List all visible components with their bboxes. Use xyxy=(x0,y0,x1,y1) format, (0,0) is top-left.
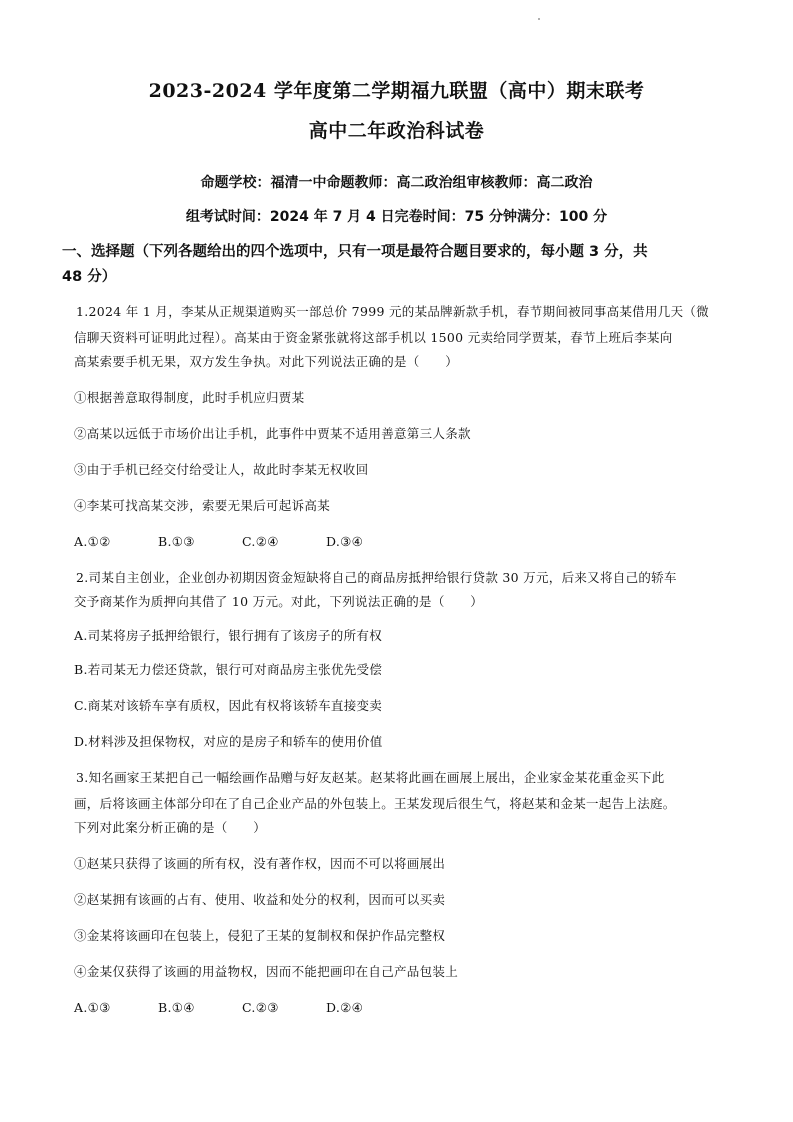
question-1-stem-line: 高某索要手机无果，双方发生争执。对此下列说法正确的是（ ） xyxy=(74,354,459,369)
question-1-option: ④李某可找高某交涉，索要无果后可起诉高某 xyxy=(74,498,331,513)
question-3-option: ①赵某只获得了该画的所有权，没有著作权，因而不可以将画展出 xyxy=(74,856,446,871)
exam-title: 2023-2024 学年度第二学期福九联盟（高中）期末联考 xyxy=(148,80,645,102)
question-1-option: ①根据善意取得制度，此时手机应归贾某 xyxy=(74,390,305,405)
question-3-stem-line: 3.知名画家王某把自己一幅绘画作品赠与好友赵某。赵某将此画在画展上展出，企业家金某花重金买下此 xyxy=(76,770,665,785)
question-3-answers xyxy=(74,1000,410,1016)
answer-choice: C.②③ xyxy=(242,1000,279,1015)
section-heading-line: 48 分） xyxy=(62,269,117,285)
answer-choice: B.①③ xyxy=(158,534,195,549)
section-heading xyxy=(62,240,732,290)
question-2-option: D.材料涉及担保物权，对应的是房子和轿车的使用价值 xyxy=(74,734,383,749)
question-1-stem-line: 1.2024 年 1 月，李某从正规渠道购买一部总价 7999 元的某品牌新款手机，春节期间被同事高某借用几天（微 xyxy=(76,304,709,319)
exam-subtitle: 高中二年政治科试卷 xyxy=(308,120,485,142)
question-3-stem-line: 下列对此案分析正确的是（ ） xyxy=(74,820,267,835)
answer-choice: A.①② xyxy=(74,534,111,549)
question-2-option: A.司某将房子抵押给银行，银行拥有了该房子的所有权 xyxy=(74,628,383,643)
question-1-stem-line: 信聊天资料可证明此过程）。高某由于资金紧张就将这部手机以 1500 元卖给同学贾某，春节上班后李某向 xyxy=(74,330,673,345)
question-2-option: C.商某对该轿车享有质权，因此有权将该轿车直接变卖 xyxy=(74,698,383,713)
answer-choice: C.②④ xyxy=(242,534,279,549)
question-3-stem-line: 画，后将该画主体部分印在了自己企业产品的外包装上。王某发现后很生气，将赵某和金某一起告上法庭。 xyxy=(74,796,676,811)
exam-authors: 命题学校：福清一中命题教师：高二政治组审核教师：高二政治 xyxy=(200,175,593,191)
answer-choice: B.①④ xyxy=(158,1000,195,1015)
question-3-option: ④金某仅获得了该画的用益物权，因而不能把画印在自己产品包装上 xyxy=(74,964,459,979)
section-heading-line: 一、选择题（下列各题给出的四个选项中，只有一项是最符合题目要求的，每小题 3 分，共 xyxy=(62,244,648,260)
question-2-option: B.若司某无力偿还贷款，银行可对商品房主张优先受偿 xyxy=(74,662,383,677)
question-1-option: ②高某以远低于市场价出让手机，此事件中贾某不适用善意第三人条款 xyxy=(74,426,471,441)
scan-speck xyxy=(538,18,540,20)
question-2-stem-line: 2.司某自主创业，企业创办初期因资金短缺将自己的商品房抵押给银行贷款 30 万元，后来又将自己的轿车 xyxy=(76,570,677,585)
answer-choice: A.①③ xyxy=(74,1000,111,1015)
question-1-answers xyxy=(74,534,410,550)
exam-timing: 组考试时间：2024 年 7 月 4 日完卷时间：75 分钟满分：100 分 xyxy=(185,209,608,225)
question-2-stem-line: 交予商某作为质押向其借了 10 万元。对此，下列说法正确的是（ ） xyxy=(74,594,484,609)
answer-choice: D.②④ xyxy=(326,1000,364,1015)
answer-choice: D.③④ xyxy=(326,534,364,549)
question-1-option: ③由于手机已经交付给受让人，故此时李某无权收回 xyxy=(74,462,369,477)
question-3-option: ③金某将该画印在包装上，侵犯了王某的复制权和保护作品完整权 xyxy=(74,928,446,943)
question-3-option: ②赵某拥有该画的占有、使用、收益和处分的权利，因而可以买卖 xyxy=(74,892,446,907)
